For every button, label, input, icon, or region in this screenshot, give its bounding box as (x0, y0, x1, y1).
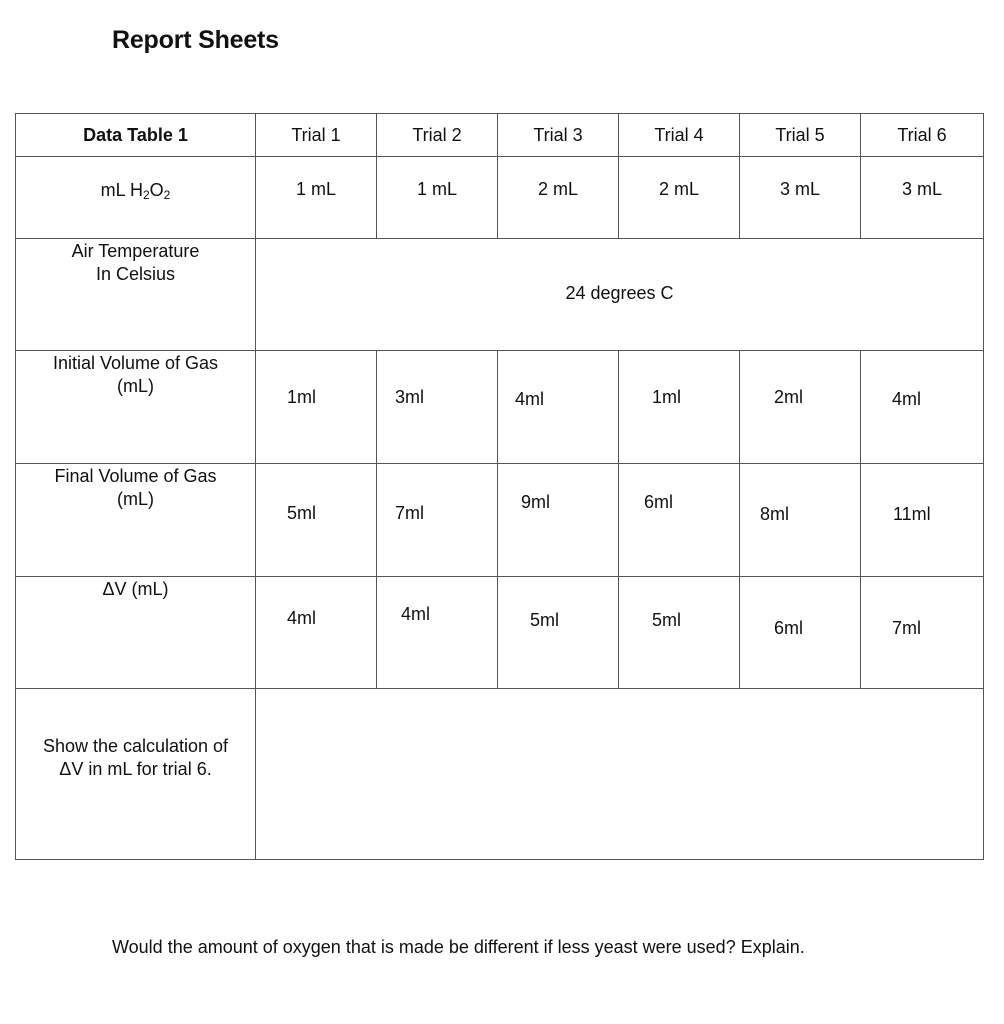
air-temperature-label-line1: Air Temperature (71, 241, 200, 261)
delta-v-label-text: ΔV (mL) (102, 579, 169, 599)
h2o2-trial-3: 2 mL (498, 157, 619, 239)
page-title: Report Sheets (112, 26, 279, 54)
h2o2-row (16, 157, 984, 239)
trial-6-header: Trial 6 (861, 114, 984, 157)
final-volume-trial-2: 7ml (377, 464, 498, 577)
data-table-1 (15, 113, 984, 860)
final-volume-label-line2: (mL) (117, 489, 154, 509)
calculation-answer-area[interactable] (256, 689, 984, 860)
h2o2-trial-5: 3 mL (740, 157, 861, 239)
h2o2-label-mid: O (149, 180, 164, 200)
final-volume-trial-4: 6ml (619, 464, 740, 577)
initial-volume-label-line2: (mL) (117, 376, 154, 396)
h2o2-trial-2: 1 mL (377, 157, 498, 239)
air-temperature-value: 24 degrees C (565, 283, 674, 303)
air-temperature-row (16, 239, 984, 351)
final-volume-label (16, 464, 256, 577)
calculation-label (16, 689, 256, 860)
delta-v-trial-1: 4ml (256, 577, 377, 689)
initial-volume-trial-6: 4ml (861, 351, 984, 464)
delta-v-trial-4: 5ml (619, 577, 740, 689)
delta-v-trial-6: 7ml (861, 577, 984, 689)
initial-volume-label (16, 351, 256, 464)
final-volume-trial-3: 9ml (498, 464, 619, 577)
h2o2-trial-6: 3 mL (861, 157, 984, 239)
yeast-question: Would the amount of oxygen that is made be different if less yeast were used? Explain. (112, 937, 805, 957)
final-volume-label-line1: Final Volume of Gas (54, 466, 217, 486)
trial-1-header: Trial 1 (256, 114, 377, 157)
calculation-label-line1: Show the calculation of (42, 736, 229, 756)
final-volume-trial-1: 5ml (256, 464, 377, 577)
initial-volume-trial-2: 3ml (377, 351, 498, 464)
initial-volume-row (16, 351, 984, 464)
delta-v-trial-2: 4ml (377, 577, 498, 689)
h2o2-trial-1: 1 mL (256, 157, 377, 239)
final-volume-row (16, 464, 984, 577)
calculation-row (16, 689, 984, 860)
calculation-label-line2: ΔV in mL for trial 6. (59, 759, 212, 779)
delta-v-label (16, 577, 256, 689)
initial-volume-trial-3: 4ml (498, 351, 619, 464)
initial-volume-trial-4: 1ml (619, 351, 740, 464)
delta-v-trial-3: 5ml (498, 577, 619, 689)
h2o2-label-sub2: 2 (163, 188, 171, 202)
delta-v-trial-5: 6ml (740, 577, 861, 689)
delta-v-row (16, 577, 984, 689)
air-temperature-label (16, 239, 256, 351)
h2o2-trial-4: 2 mL (619, 157, 740, 239)
h2o2-label (16, 157, 256, 239)
h2o2-label-prefix: mL H (100, 180, 143, 200)
air-temperature-value-cell (256, 239, 984, 351)
final-volume-trial-5: 8ml (740, 464, 861, 577)
initial-volume-label-line1: Initial Volume of Gas (52, 353, 219, 373)
trial-5-header: Trial 5 (740, 114, 861, 157)
trial-4-header: Trial 4 (619, 114, 740, 157)
header-row (16, 114, 984, 157)
trial-2-header: Trial 2 (377, 114, 498, 157)
h2o2-label-sub1: 2 (142, 188, 150, 202)
final-volume-trial-6: 11ml (861, 464, 984, 577)
table-corner-label: Data Table 1 (16, 114, 256, 157)
initial-volume-trial-1: 1ml (256, 351, 377, 464)
initial-volume-trial-5: 2ml (740, 351, 861, 464)
air-temperature-label-line2: In Celsius (95, 264, 176, 284)
trial-3-header: Trial 3 (498, 114, 619, 157)
